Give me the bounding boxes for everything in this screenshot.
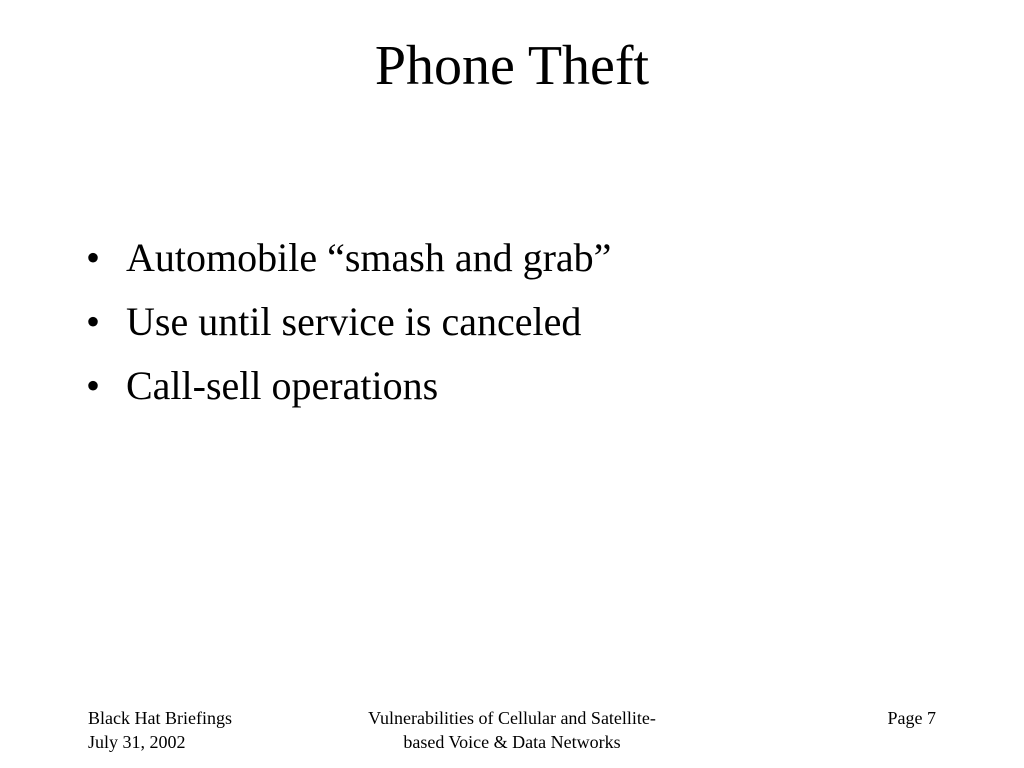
slide-title: Phone Theft — [374, 35, 650, 97]
bullet-icon: • — [86, 363, 101, 408]
bullet-item — [86, 226, 946, 290]
footer-event-name: Black Hat Briefings — [88, 708, 232, 728]
bullet-item — [86, 290, 946, 354]
footer-title-line-1: Vulnerabilities of Cellular and Satellite- — [368, 708, 656, 728]
page-number: Page 7 — [887, 708, 936, 728]
footer-page-number — [790, 706, 936, 730]
footer-title-line-2: based Voice & Data Networks — [403, 732, 621, 752]
bullet-text: Call-sell operations — [126, 363, 439, 408]
bullet-list — [86, 226, 946, 418]
bullet-icon: • — [86, 235, 101, 280]
footer-event-date: July 31, 2002 — [88, 732, 186, 752]
footer-presentation-title — [322, 706, 702, 754]
bullet-text: Use until service is canceled — [126, 299, 582, 344]
bullet-item — [86, 354, 946, 418]
footer-event — [88, 706, 308, 754]
bullet-icon: • — [86, 299, 101, 344]
bullet-text: Automobile “smash and grab” — [126, 235, 612, 280]
